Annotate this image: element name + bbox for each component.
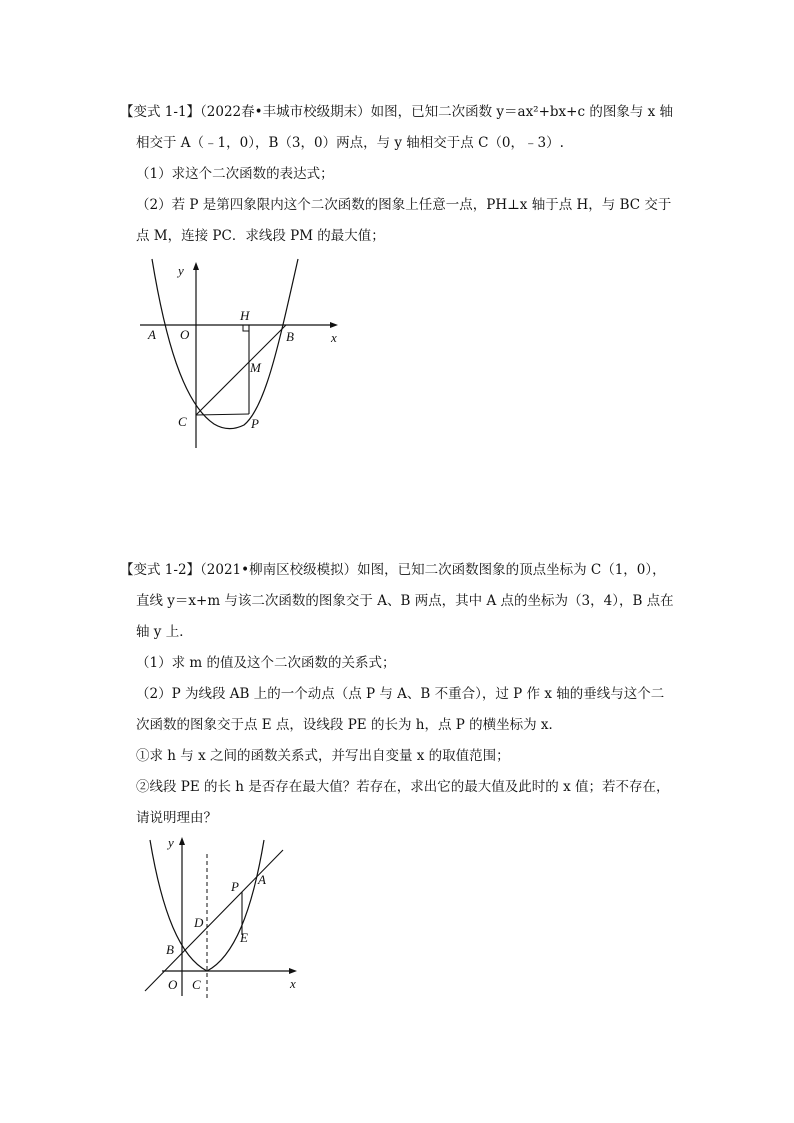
problem-2-line-6: 次函数的图象交于点 E 点，设线段 PE 的长为 h，点 P 的横坐标为 x． [136, 717, 563, 733]
problem-2-figure [140, 832, 310, 998]
parabola-curve [152, 259, 298, 429]
problem-2-line-9: 请说明理由？ [136, 810, 217, 826]
label-x: x [331, 330, 337, 345]
label-o: O [180, 327, 190, 342]
label-d: D [194, 915, 204, 930]
label-p: P [251, 416, 259, 431]
label-y: y [168, 835, 174, 850]
label-e: E [240, 930, 248, 945]
right-angle-mark [243, 325, 249, 331]
problem-2-line-2: 直线 y＝x+m 与该二次函数的图象交于 A、B 两点，其中 A 点的坐标为（3，4），B 点在 [136, 593, 674, 609]
problem-2-line-3: 轴 y 上． [136, 624, 193, 640]
problem-1-figure [138, 258, 348, 458]
label-m: M [250, 360, 261, 375]
problem-1-line-1: 【变式 1-1】（2022春•丰城市校级期末）如图，已知二次函数 y＝ax²+bx+c 的图象与 x 轴 [120, 104, 674, 120]
label-h: H [240, 308, 250, 323]
problem-1-question-1: （1）求这个二次函数的表达式； [136, 166, 334, 182]
label-x: x [290, 976, 296, 991]
problem-1-line-5: 点 M，连接 PC．求线段 PM 的最大值； [136, 228, 385, 244]
label-a: A [258, 872, 266, 887]
problem-2-line-1: 【变式 1-2】（2021•柳南区校级模拟）如图，已知二次函数图象的顶点坐标为 C（1，0）， [120, 562, 666, 578]
label-y: y [178, 263, 184, 278]
problem-1-question-2: （2）若 P 是第四象限内这个二次函数的图象上任意一点，PH⊥x 轴于点 H，与 BC 交于 [136, 197, 672, 213]
label-p: P [231, 879, 239, 894]
line-bc [196, 325, 286, 415]
x-axis-arrow [289, 968, 297, 974]
problem-2-question-1: （1）求 m 的值及这个二次函数的关系式； [136, 655, 396, 671]
label-c: C [178, 414, 187, 429]
label-a: A [148, 327, 156, 342]
label-b: B [166, 942, 174, 957]
x-axis-arrow [330, 322, 338, 328]
y-axis-arrow [179, 837, 185, 845]
problem-2-question-2: （2）P 为线段 AB 上的一个动点（点 P 与 A、B 不重合），过 P 作 x 轴的垂线与这个二 [136, 686, 665, 702]
label-o: O [168, 977, 178, 992]
problem-2-sub-question-1: ①求 h 与 x 之间的函数关系式，并写出自变量 x 的取值范围； [136, 748, 510, 764]
segment-pc [196, 414, 249, 415]
label-b: B [286, 329, 294, 344]
problem-1-line-2: 相交于 A（﹣1，0），B（3，0）两点，与 y 轴相交于点 C（0，﹣3）. [136, 135, 564, 151]
label-c: C [192, 977, 201, 992]
y-axis-arrow [193, 262, 199, 270]
problem-2-sub-question-2: ②线段 PE 的长 h 是否存在最大值？若存在，求出它的最大值及此时的 x 值；若不存在， [136, 779, 670, 795]
